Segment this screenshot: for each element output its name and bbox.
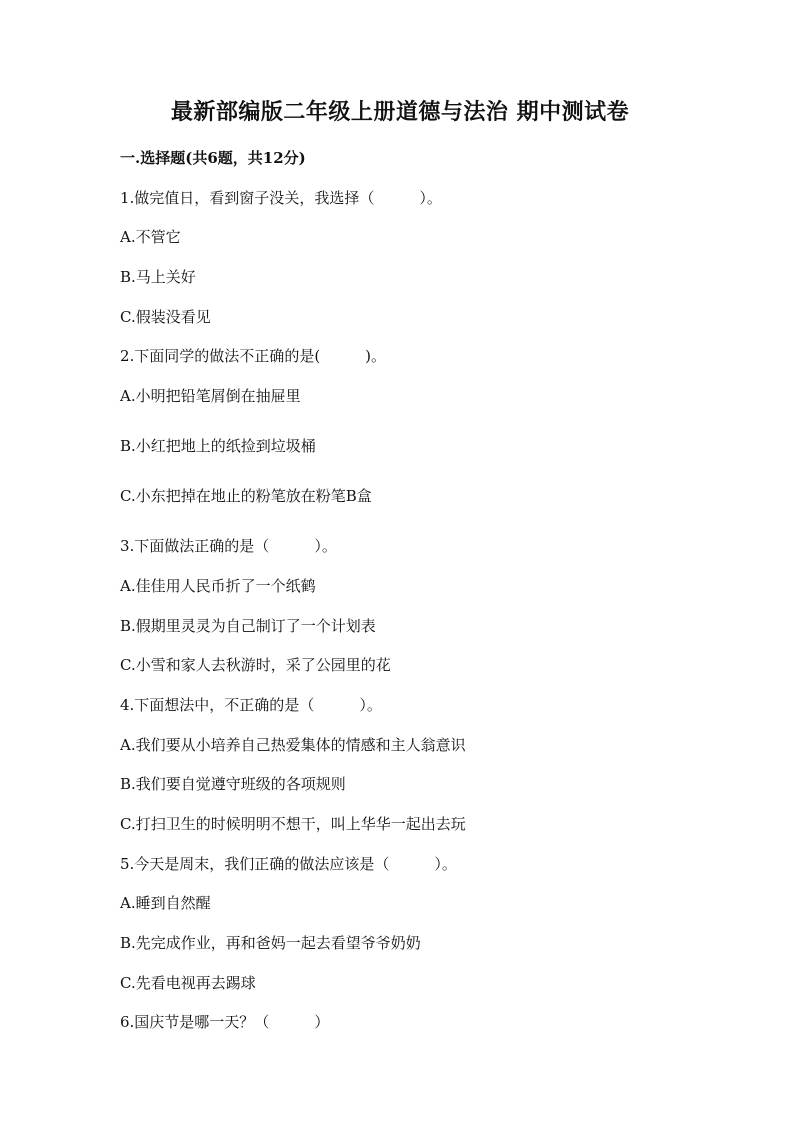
question-2-option-c: C.小东把掉在地止的粉笔放在粉笔B盒: [120, 487, 372, 505]
question-3-option-b: B.假期里灵灵为自己制订了一个计划表: [120, 617, 376, 635]
question-4-stem: 4.下面想法中，不正确的是（ ）。: [120, 696, 382, 714]
question-2-option-b: B.小红把地上的纸捡到垃圾桶: [120, 437, 316, 455]
question-2-stem: 2.下面同学的做法不正确的是( )。: [120, 347, 387, 365]
question-1-option-c: C.假装没看见: [120, 308, 211, 326]
question-3-option-a: A.佳佳用人民币折了一个纸鹤: [120, 577, 316, 595]
question-3-stem: 3.下面做法正确的是（ ）。: [120, 537, 337, 555]
question-4-option-c: C.打扫卫生的时候明明不想干，叫上华华一起出去玩: [120, 815, 466, 833]
question-3-option-c: C.小雪和家人去秋游时，采了公园里的花: [120, 656, 391, 674]
question-5-option-b: B.先完成作业，再和爸妈一起去看望爷爷奶奶: [120, 934, 421, 952]
question-5-option-c: C.先看电视再去踢球: [120, 974, 256, 992]
question-1-option-b: B.马上关好: [120, 268, 196, 286]
question-5-stem: 5.今天是周末，我们正确的做法应该是（ ）。: [120, 855, 457, 873]
question-4-option-a: A.我们要从小培养自己热爱集体的情感和主人翁意识: [120, 736, 466, 754]
page-title: 最新部编版二年级上册道德与法治 期中测试卷: [170, 99, 630, 125]
question-1-option-a: A.不管它: [120, 228, 181, 246]
question-5-option-a: A.睡到自然醒: [120, 894, 211, 912]
question-2-option-a: A.小明把铅笔屑倒在抽屉里: [120, 387, 301, 405]
question-4-option-b: B.我们要自觉遵守班级的各项规则: [120, 775, 346, 793]
section-heading: 一.选择题(共6题，共12分): [120, 149, 306, 167]
question-1-stem: 1.做完值日，看到窗子没关，我选择（ ）。: [120, 189, 442, 207]
question-6-stem: 6.国庆节是哪一天？（ ）: [120, 1013, 330, 1031]
